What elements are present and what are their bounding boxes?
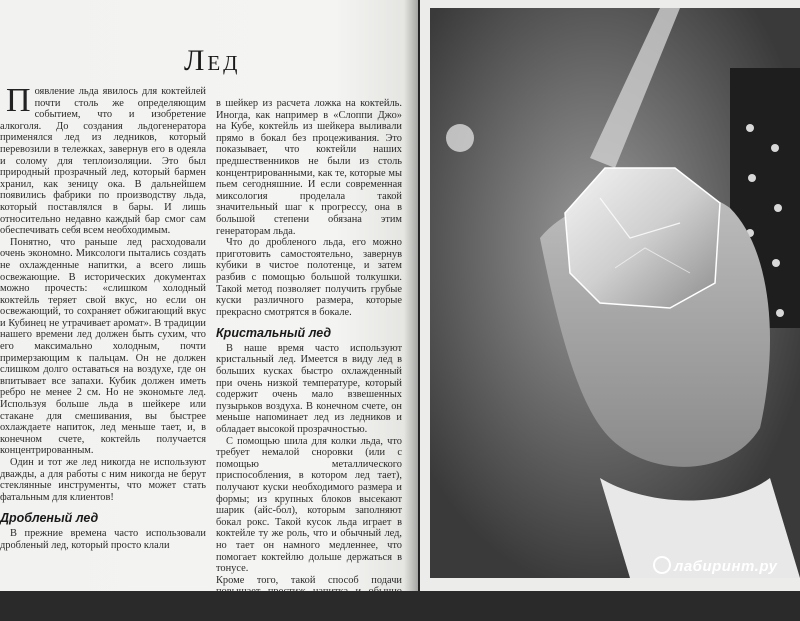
paragraph-8: С помощью шила для колки льда, что требует немалой сноровки (или с помощью металлического приспособления, в котором лед тает), получают куски необходимого размера и формы; из крупных блоков высекают шарик (айс-бол), которым заполняют бокал рокс. Такой кусок льда играет в коктейле ту же роль, что и обычный лед, но тает он намного медленнее, что помогает коктейлю дольше держаться в тонусе. xyxy=(216,435,402,575)
paragraph-1 xyxy=(0,82,206,237)
page-title: Лед xyxy=(184,44,241,77)
watermark xyxy=(653,556,777,575)
watermark-text: лабиринт.ру xyxy=(674,558,778,575)
text-column-1 xyxy=(0,82,206,551)
drop-cap: П xyxy=(6,82,31,119)
paragraph-3: Один и тот же лед никогда не используют дважды, а для работы с ним никогда не берут стеклянные инструменты, что может стать фатальным для клиентов! xyxy=(0,457,206,503)
text-column-2 xyxy=(216,98,402,621)
subhead-crystal-ice: Кристальный лед xyxy=(216,326,332,341)
right-page xyxy=(420,0,800,591)
paragraph-6: Что до дробленого льда, его можно приготовить самостоятельно, завернув кубики в чистое полотенце, и затем разбив с помощью большой толкушки. Такой метод позволяет получить грубые куски различного размера, которые прекрасно смотрятся в бокале. xyxy=(216,237,402,318)
paragraph-7: В наше время часто используют кристальный лед. Имеется в виду лед в больших кусках быстро охлажденный при очень низкой температуре, который содержит очень мало взвешенных пузырьков воздуха. В конечном счете, он меньше напоминает лед из ледников и обладает высокой прозрачностью. xyxy=(216,342,402,436)
paragraph-2: Понятно, что раньше лед расходовали очень экономно. Миксологи пытались создать не охлажденные напитки, а всего лишь освежающие. В исторических документах можно прочесть: «слишком холодный коктейль теряет свой вкус, но если он освежающий, то сохраняет обжигающий вкус и Кубинец не утрачивает аромат». В традиции нашего времени лед должен быть сухим, что его максимально холодным, почти примерзающим к пальцам. Он не должен слишком долго оставаться на воздухе, где он впитывает все запахи. Кубик должен иметь ребро не менее 2 см. Но не экономьте лед. Используя больше льда в шейкере или стакане для смешивания, вы быстрее охлаждаете напиток, лед меньше тает, и, в конечном счете, коктейль получается концентрированным. xyxy=(0,236,206,457)
labirint-logo-icon xyxy=(653,556,671,574)
paragraph-9: Кроме того, такой способ подачи повышает престиж напитка и обычно используется лишь в лучших коктейльных барах. xyxy=(216,574,402,621)
ice-photo xyxy=(430,8,800,578)
ice-photo-illustration xyxy=(430,8,800,578)
paragraph-5: в шейкер из расчета ложка на коктейль. Иногда, как например в «Слоппи Джо» на Кубе, коктейль из шейкера выливали прямо в бокал без процеживания. Это показывает, что коктейли наших предшественников не были из столь концентрированными, как те, которые мы пьем сегодняшние. И если современная миксология проделала такой значительный шаг к прогрессу, она в большой степени обязана этим генераторам льда. xyxy=(216,98,402,237)
paragraph-4: В прежние времена часто использовали дробленый лед, который просто клали xyxy=(0,527,206,551)
subhead-crushed-ice: Дробленый лед xyxy=(0,511,99,526)
paragraph-text: оявление льда явилось для коктейлей почти столь же определяющим событием, что и изобретение алкоголя. До создания льдогенератора применялся лед из ледников, который перевозили в тележках, завернув его в одеяла и солому для теплоизоляции. Это был природный прозрачный лед, который бармен хранил, как зеницу ока. В дальнейшем появились фабрики по производству льда, который поставлялся в бары. И лишь относительно недавно каждый бар смог сам обеспечивать себя всем необходимым. xyxy=(0,86,206,237)
